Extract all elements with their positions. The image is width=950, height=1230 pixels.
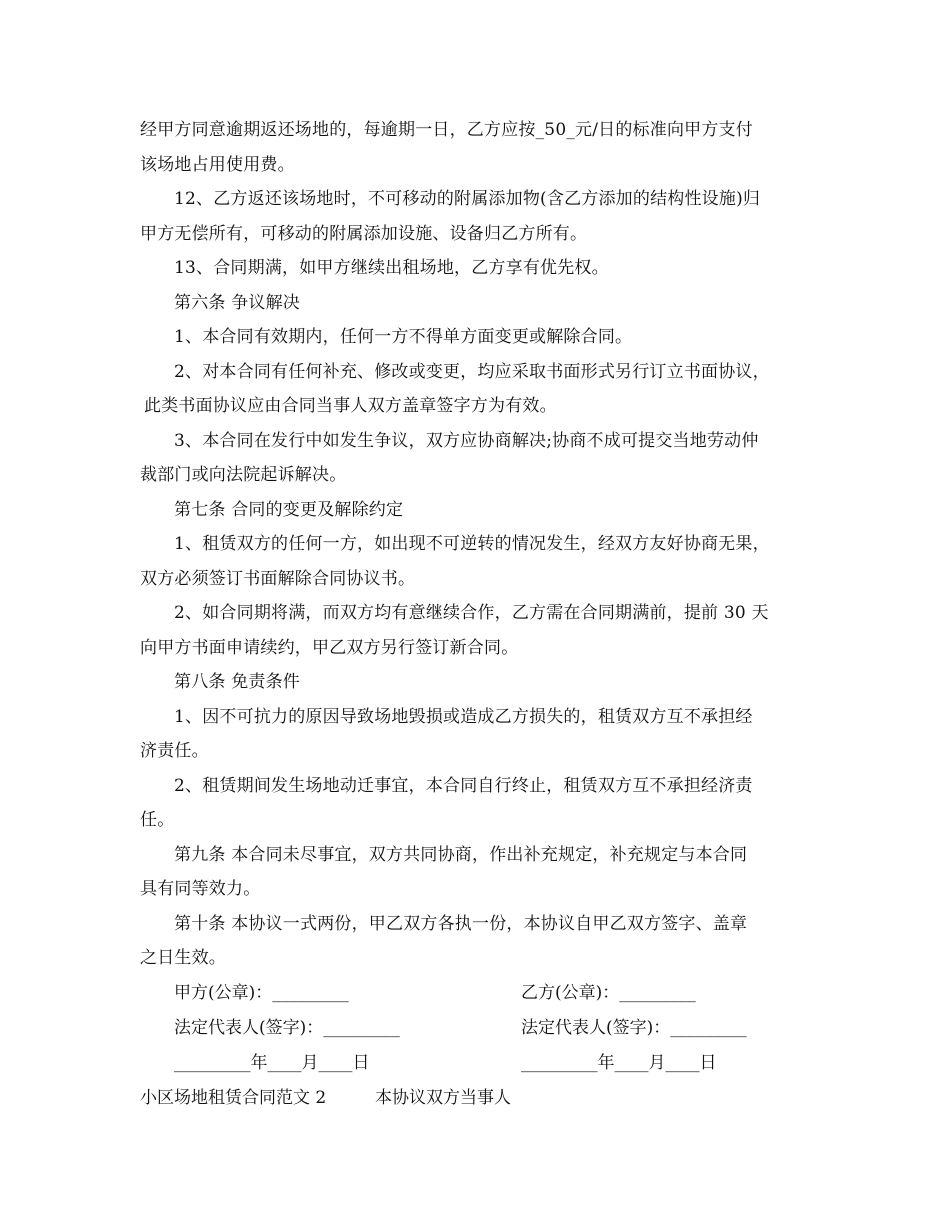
next-document-title: 小区场地租赁合同范文 2 <box>140 1087 327 1108</box>
representative-row <box>140 1011 820 1046</box>
contract-line: 1、本合同有效期内，任何一方不得单方面变更或解除合同。 <box>174 327 633 347</box>
contract-line: 双方必须签订书面解除合同协议书。 <box>140 568 416 589</box>
contract-line: 2、租赁期间发生场地动迁事宜，本合同自行终止，租赁双方互不承担经济责 <box>174 775 753 796</box>
party-b-representative: 法定代表人(签字)：_________ <box>521 1017 747 1038</box>
contract-line: 第十条 本协议一式两份，甲乙双方各执一份，本协议自甲乙双方签字、盖章 <box>174 913 748 934</box>
footer-row <box>140 1081 820 1116</box>
contract-line: 该场地占用使用费。 <box>140 154 295 175</box>
contract-line: 13、合同期满，如甲方继续出租场地，乙方享有优先权。 <box>174 258 609 278</box>
contract-line: 12、乙方返还该场地时，不可移动的附属添加物(含乙方添加的结构性设施)归 <box>174 189 761 209</box>
contract-line: 第六条 争议解决 <box>174 292 301 313</box>
contract-line: 1、租赁双方的任何一方，如出现不可逆转的情况发生，经双方友好协商无果， <box>174 534 770 554</box>
party-a-seal: 甲方(公章)：_________ <box>174 982 349 1003</box>
contract-line: 第七条 合同的变更及解除约定 <box>174 499 404 520</box>
contract-text <box>140 113 820 976</box>
contract-line: 第九条 本合同未尽事宜，双方共同协商，作出补充规定，补充规定与本合同 <box>174 844 748 865</box>
contract-line: 向甲方书面申请续约，甲乙双方另行签订新合同。 <box>140 637 519 658</box>
contract-line: 经甲方同意逾期返还场地的，每逾期一日，乙方应按_50_元/日的标准向甲方支付 <box>140 120 753 140</box>
party-a-date: _________年____月____日 <box>174 1052 370 1073</box>
contract-line: 3、本合同在发行中如发生争议，双方应协商解决;协商不成可提交当地劳动仲 <box>174 430 759 451</box>
date-row <box>140 1046 820 1081</box>
contract-line: 之日生效。 <box>140 948 226 968</box>
contract-line: 1、因不可抗力的原因导致场地毁损或造成乙方损失的，租赁双方互不承担经 <box>174 706 753 727</box>
contract-line: 2、对本合同有任何补充、修改或变更，均应采取书面形式另行订立书面协议， <box>174 361 770 382</box>
party-b-date: _________年____月____日 <box>521 1052 717 1073</box>
contract-line: 甲方无偿所有，可移动的附属添加设施、设备归乙方所有。 <box>140 223 588 244</box>
contract-line: 2、如合同期将满，而双方均有意继续合作，乙方需在合同期满前，提前 30 天 <box>174 603 769 623</box>
contract-line: 济责任。 <box>140 741 209 761</box>
seal-row <box>140 976 820 1011</box>
contract-line: 具有同等效力。 <box>140 879 261 899</box>
contract-line: 此类书面协议应由合同当事人双方盖章签字方为有效。 <box>144 396 557 416</box>
party-b-seal: 乙方(公章)：_________ <box>521 982 696 1003</box>
party-a-representative: 法定代表人(签字)：_________ <box>174 1017 400 1038</box>
next-document-intro: 本协议双方当事人 <box>375 1087 511 1108</box>
contract-line: 裁部门或向法院起诉解决。 <box>140 465 347 485</box>
contract-line: 第八条 免责条件 <box>174 672 301 692</box>
contract-line: 任。 <box>140 810 175 830</box>
contract-body <box>140 113 820 1116</box>
